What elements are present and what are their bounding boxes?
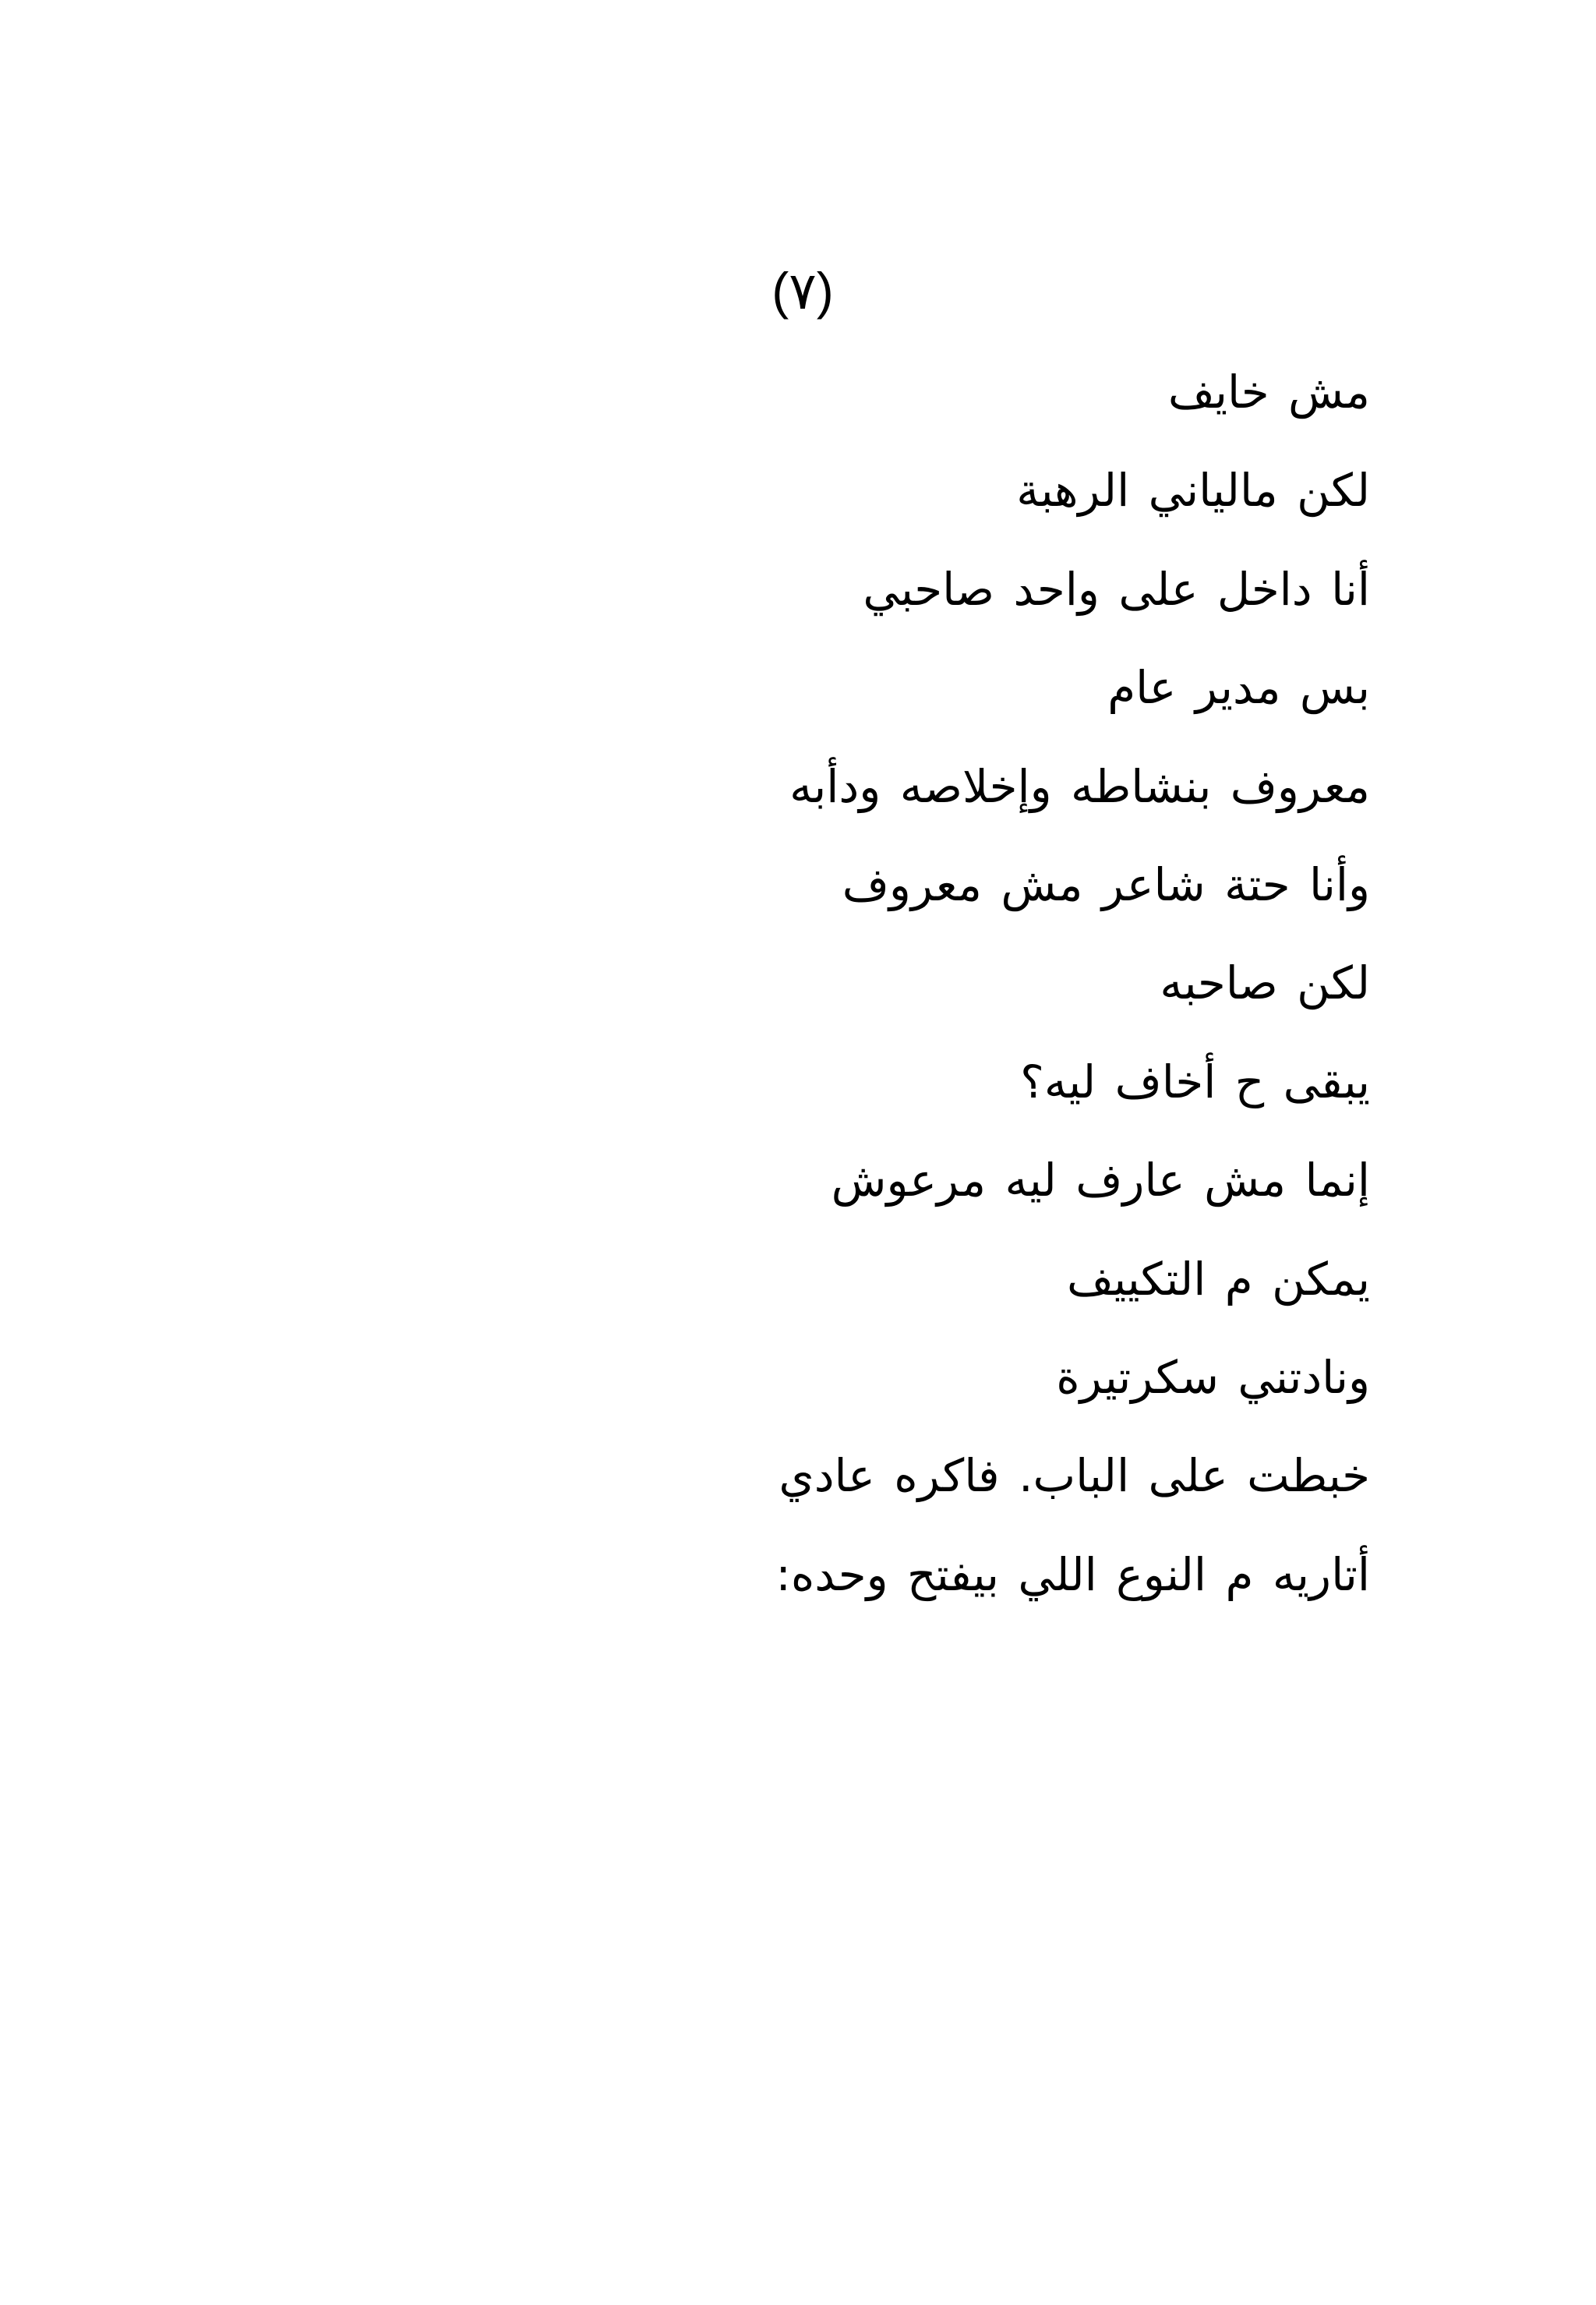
poem-line: لكن مالياني الرهبة [1016,464,1370,518]
poem-line: لكن صاحبه [1160,956,1370,1010]
poem-line: وأنا حتة شاعر مش معروف [842,857,1370,911]
poem-line: أنا داخل على واحد صاحبي [863,562,1370,616]
poem-line: بس مدير عام [1107,661,1370,715]
poem-line: مش خايف [1167,366,1370,419]
poem-line: يمكن م التكييف [1067,1252,1370,1306]
poem-body [513,343,1370,1624]
poem-line: يبقى ح أخاف ليه؟ [1020,1055,1370,1108]
poem-line: ونادتني سكرتيرة [1056,1350,1370,1404]
poem-line: أتاريه م النوع اللي بيفتح وحده: [775,1547,1370,1601]
poem-line: معروف بنشاطه وإخلاصه ودأبه [789,759,1370,813]
poem-line: خبطت على الباب. فاكره عادي [779,1449,1370,1503]
poem-line: إنما مش عارف ليه مرعوش [831,1154,1370,1207]
section-number: (٧) [772,262,834,320]
